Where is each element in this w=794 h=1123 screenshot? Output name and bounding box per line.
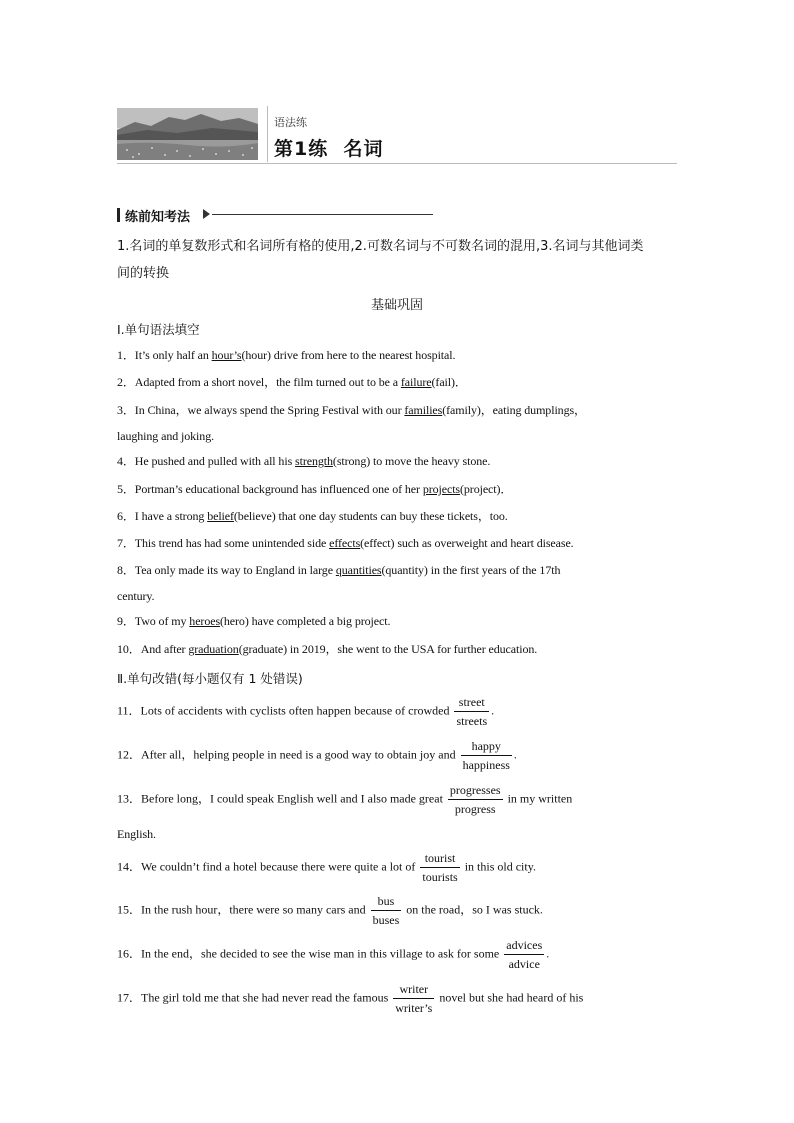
fill-item-9 [117, 608, 679, 634]
fill-item-1 [117, 342, 679, 368]
item-text: (project)． [460, 482, 513, 496]
correction-item-13 [117, 781, 679, 818]
correction-item-15 [117, 892, 679, 929]
item-text: (effect) such as overweight and heart disease. [360, 536, 574, 550]
fill-item-2 [117, 369, 679, 395]
header-rule [117, 163, 677, 164]
item-text: 1．It’s only half an [117, 348, 212, 362]
item-text: . [513, 747, 517, 762]
correction-pair [371, 892, 402, 929]
item-text: 6．I have a strong [117, 509, 208, 523]
item-text: 4．He pushed and pulled with all his [117, 454, 296, 468]
correction-item-12 [117, 737, 679, 774]
wrong-word: street [454, 693, 489, 712]
fill-item-5 [117, 476, 679, 502]
page-header [117, 106, 677, 164]
page-title: 第1练 名词 [274, 138, 384, 160]
section-marker [117, 208, 120, 222]
correct-word: progress [454, 802, 496, 816]
answer: effects [329, 536, 361, 550]
section-rule [212, 214, 433, 215]
item-text: (family)，eating dumplings， [442, 403, 586, 417]
item-text: (graduate) in 2019，she went to the USA for further education. [238, 642, 538, 656]
item-text: (fail)． [431, 375, 467, 389]
wrong-word: tourist [420, 849, 459, 868]
item-text: 7．This trend has had some unintended side [117, 536, 330, 550]
correction-pair [448, 781, 503, 818]
item-text: novel but she had heard of his [436, 990, 584, 1005]
item-text: 15．In the rush hour，there were so many cars and [117, 902, 369, 917]
wrong-word: advices [504, 936, 544, 955]
correction-pair [420, 849, 459, 886]
item-text: (hour) drive from here to the nearest hospital. [241, 348, 456, 362]
wrong-word: happy [461, 737, 512, 756]
part1-heading: Ⅰ.单句语法填空 [117, 322, 200, 337]
item-text: 17．The girl told me that she had never read the famous [117, 990, 392, 1005]
answer: graduation [188, 642, 239, 656]
item-text: 14．We couldn’t find a hotel because there were quite a lot of [117, 859, 419, 874]
item-text: (strong) to move the heavy stone. [332, 454, 491, 468]
fill-item-7 [117, 530, 679, 556]
wrong-word: bus [371, 892, 402, 911]
item-text: 13．Before long，I could speak English well and I also made great [117, 791, 446, 806]
triangle-arrow-icon [203, 209, 210, 219]
item-text: in my written [504, 791, 573, 806]
section-label: 练前知考法 [125, 210, 191, 225]
correction-pair [454, 693, 489, 730]
answer: quantities [335, 563, 382, 577]
correction-item-11 [117, 693, 679, 730]
intro-line-1: 1.名词的单复数形式和名词所有格的使用,2.可数名词与不可数名词的混用,3.名词与其他词类 [117, 239, 644, 254]
series-label: 语法练 [274, 116, 307, 129]
fill-item-8-cont: century. [117, 589, 155, 603]
correction-item-14 [117, 849, 679, 886]
answer: hour’s [211, 348, 242, 362]
correction-item-17 [117, 980, 679, 1017]
item-text: 5．Portman’s educational background has influenced one of her [117, 482, 423, 496]
answer: projects [422, 482, 460, 496]
basic-heading: 基础巩固 [370, 298, 423, 313]
correct-word: writer’s [395, 1001, 433, 1015]
part2-heading: Ⅱ.单句改错(每小题仅有 1 处错误) [117, 671, 303, 686]
item-text: in this old city. [461, 859, 536, 874]
section-heading [117, 206, 437, 224]
item-text: 10．And after [117, 642, 189, 656]
correction-pair [393, 980, 434, 1017]
correction-pair [504, 936, 544, 973]
item-text: 3．In China，we always spend the Spring Festival with our [117, 403, 405, 417]
landscape-banner-image [117, 108, 258, 160]
item-text: (quantity) in the first years of the 17th [381, 563, 561, 577]
item-text: 11．Lots of accidents with cyclists often happen because of crowded [117, 703, 453, 718]
answer: strength [295, 454, 333, 468]
fill-item-4 [117, 448, 679, 474]
header-divider [267, 106, 268, 162]
correct-word: buses [372, 913, 400, 927]
wrong-word: writer [393, 980, 434, 999]
correct-word: advice [508, 957, 540, 971]
answer: families [404, 403, 443, 417]
correction-pair [461, 737, 512, 774]
item-text: 2．Adapted from a short novel，the film turned out to be a [117, 375, 401, 389]
item-text: 8．Tea only made its way to England in large [117, 563, 336, 577]
correct-word: streets [456, 714, 488, 728]
item-text: 16．In the end，she decided to see the wise man in this village to ask for some [117, 946, 503, 961]
fill-item-3-cont: laughing and joking. [117, 429, 214, 443]
item-text: (hero) have completed a big project. [220, 614, 391, 628]
correction-item-16 [117, 936, 679, 973]
correction-item-13-cont: English. [117, 827, 156, 841]
item-text: 12．After all，helping people in need is a good way to obtain joy and [117, 747, 459, 762]
item-text: . [546, 946, 550, 961]
fill-item-10 [117, 636, 679, 662]
answer: heroes [189, 614, 221, 628]
fill-item-6 [117, 503, 679, 529]
wrong-word: progresses [448, 781, 503, 800]
fill-item-3 [117, 397, 679, 423]
fill-item-8 [117, 557, 679, 583]
answer: failure [400, 375, 432, 389]
item-text: . [491, 703, 495, 718]
answer: belief [207, 509, 234, 523]
intro-line-2: 间的转换 [117, 266, 170, 281]
correct-word: tourists [422, 870, 458, 884]
item-text: (believe) that one day students can buy these tickets，too. [233, 509, 508, 523]
item-text: on the road，so I was stuck. [403, 902, 543, 917]
correct-word: happiness [462, 758, 510, 772]
item-text: 9．Two of my [117, 614, 190, 628]
